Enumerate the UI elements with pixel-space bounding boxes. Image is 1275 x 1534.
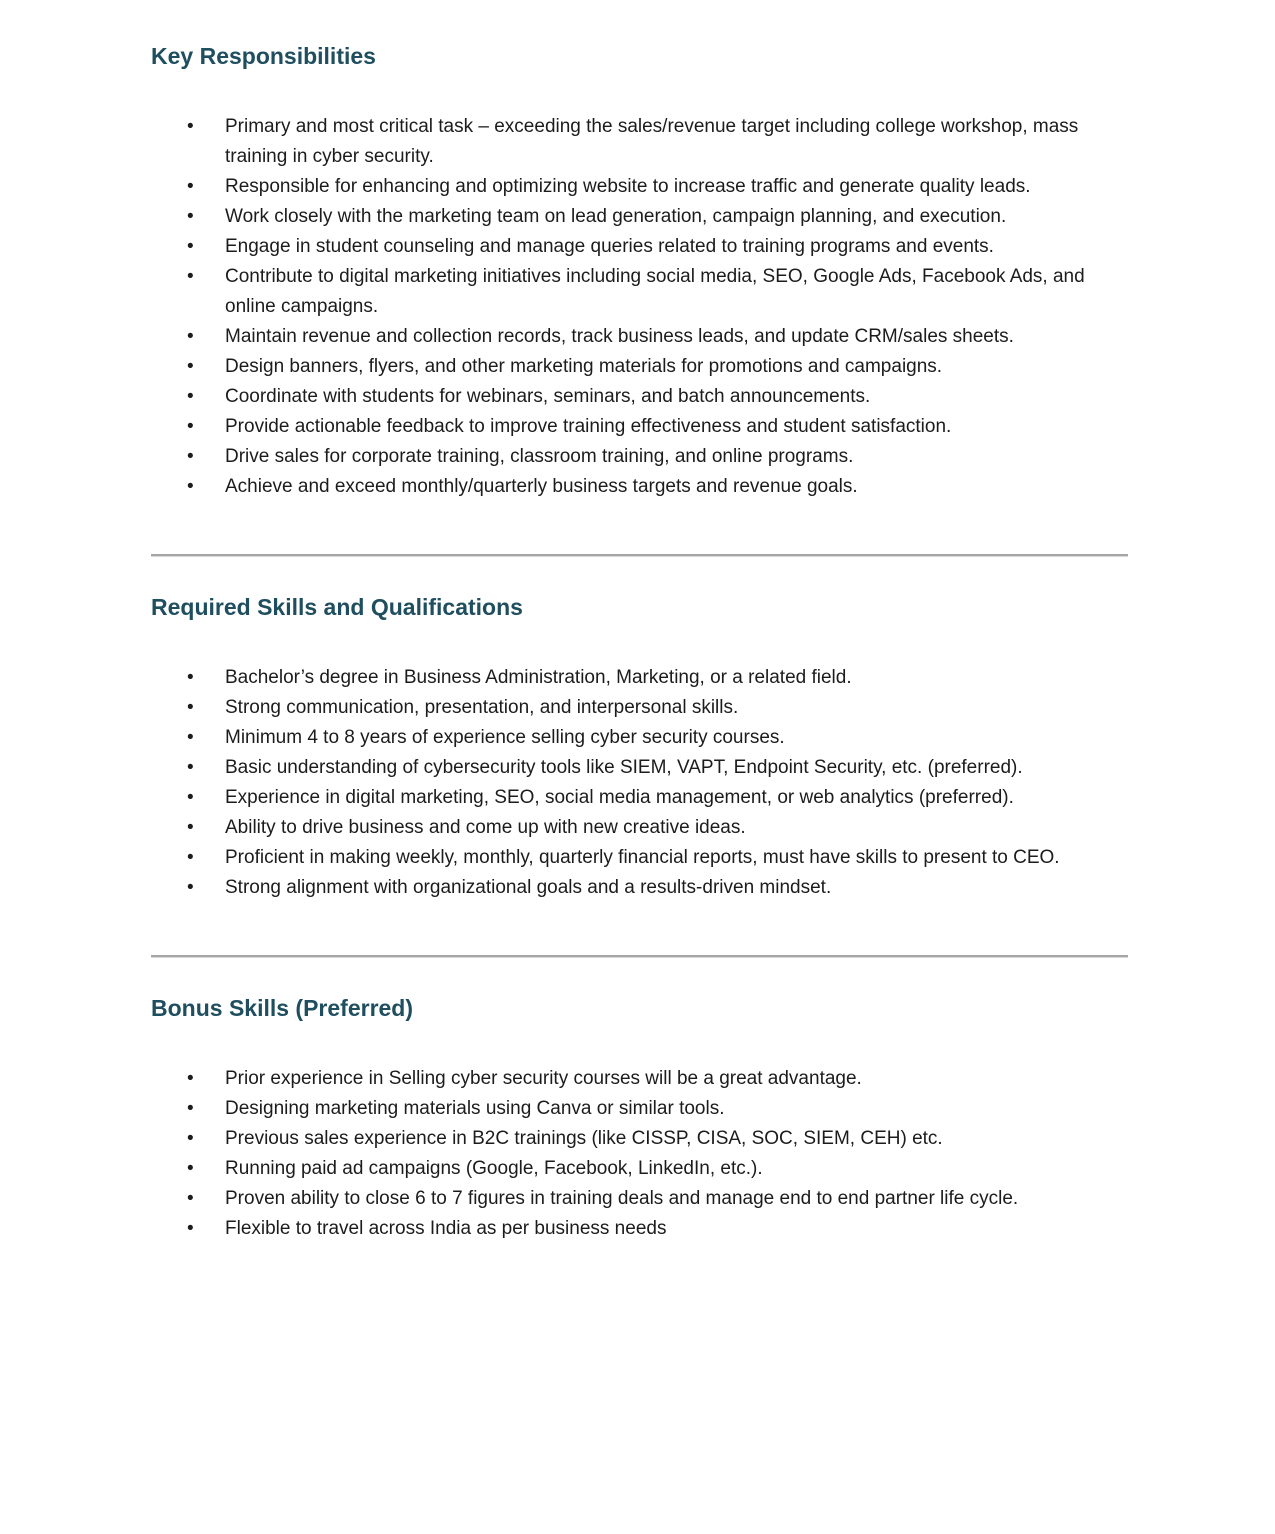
- bullet-item: • Maintain revenue and collection records, track business leads, and update CRM/sales sheets.: [151, 322, 1129, 352]
- section-key-responsibilities: [151, 42, 1129, 502]
- bullet-item: • Strong alignment with organizational goals and a results-driven mindset.: [151, 873, 1129, 903]
- bullet-item: • Prior experience in Selling cyber security courses will be a great advantage.: [151, 1064, 1129, 1094]
- bullet-list-required-skills: [151, 663, 1129, 903]
- bullet-item: • Bachelor’s degree in Business Administration, Marketing, or a related field.: [151, 663, 1129, 693]
- section-divider: [151, 554, 1128, 557]
- bullet-item: • Strong communication, presentation, and interpersonal skills.: [151, 693, 1129, 723]
- bullet-item: • Achieve and exceed monthly/quarterly business targets and revenue goals.: [151, 472, 1129, 502]
- bullet-item: • Proficient in making weekly, monthly, quarterly financial reports, must have skills to present to CEO.: [151, 843, 1129, 873]
- bullet-item: • Drive sales for corporate training, classroom training, and online programs.: [151, 442, 1129, 472]
- bullet-item: • Contribute to digital marketing initiatives including social media, SEO, Google Ads, Facebook Ads, and online campaigns.: [151, 262, 1129, 322]
- bullet-item: • Provide actionable feedback to improve training effectiveness and student satisfaction.: [151, 412, 1129, 442]
- section-required-skills: [151, 593, 1129, 903]
- bullet-item: • Basic understanding of cybersecurity tools like SIEM, VAPT, Endpoint Security, etc. (preferred).: [151, 753, 1129, 783]
- bullet-item: • Responsible for enhancing and optimizing website to increase traffic and generate quality leads.: [151, 172, 1129, 202]
- section-title-required-skills: Required Skills and Qualifications: [151, 594, 523, 620]
- bullet-item: • Minimum 4 to 8 years of experience selling cyber security courses.: [151, 723, 1129, 753]
- bullet-item: • Previous sales experience in B2C trainings (like CISSP, CISA, SOC, SIEM, CEH) etc.: [151, 1124, 1129, 1154]
- bullet-item: • Proven ability to close 6 to 7 figures in training deals and manage end to end partner life cycle.: [151, 1184, 1129, 1214]
- bullet-item: • Running paid ad campaigns (Google, Facebook, LinkedIn, etc.).: [151, 1154, 1129, 1184]
- bullet-item: • Coordinate with students for webinars, seminars, and batch announcements.: [151, 382, 1129, 412]
- bullet-item: • Flexible to travel across India as per business needs: [151, 1214, 1129, 1244]
- bullet-item: • Engage in student counseling and manage queries related to training programs and events.: [151, 232, 1129, 262]
- bullet-item: • Primary and most critical task – exceeding the sales/revenue target including college workshop, mass training in cyber security.: [151, 112, 1129, 172]
- section-bonus-skills: [151, 994, 1129, 1244]
- section-title-key-responsibilities: Key Responsibilities: [151, 43, 376, 69]
- section-divider: [151, 955, 1128, 958]
- bullet-item: • Designing marketing materials using Canva or similar tools.: [151, 1094, 1129, 1124]
- document-content: [151, 42, 1129, 1244]
- section-title-bonus-skills: Bonus Skills (Preferred): [151, 995, 414, 1021]
- bullet-item: • Design banners, flyers, and other marketing materials for promotions and campaigns.: [151, 352, 1129, 382]
- bullet-item: • Work closely with the marketing team on lead generation, campaign planning, and execution.: [151, 202, 1129, 232]
- bullet-item: • Experience in digital marketing, SEO, social media management, or web analytics (preferred).: [151, 783, 1129, 813]
- bullet-list-key-responsibilities: [151, 112, 1129, 502]
- bullet-item: • Ability to drive business and come up with new creative ideas.: [151, 813, 1129, 843]
- bullet-list-bonus-skills: [151, 1064, 1129, 1244]
